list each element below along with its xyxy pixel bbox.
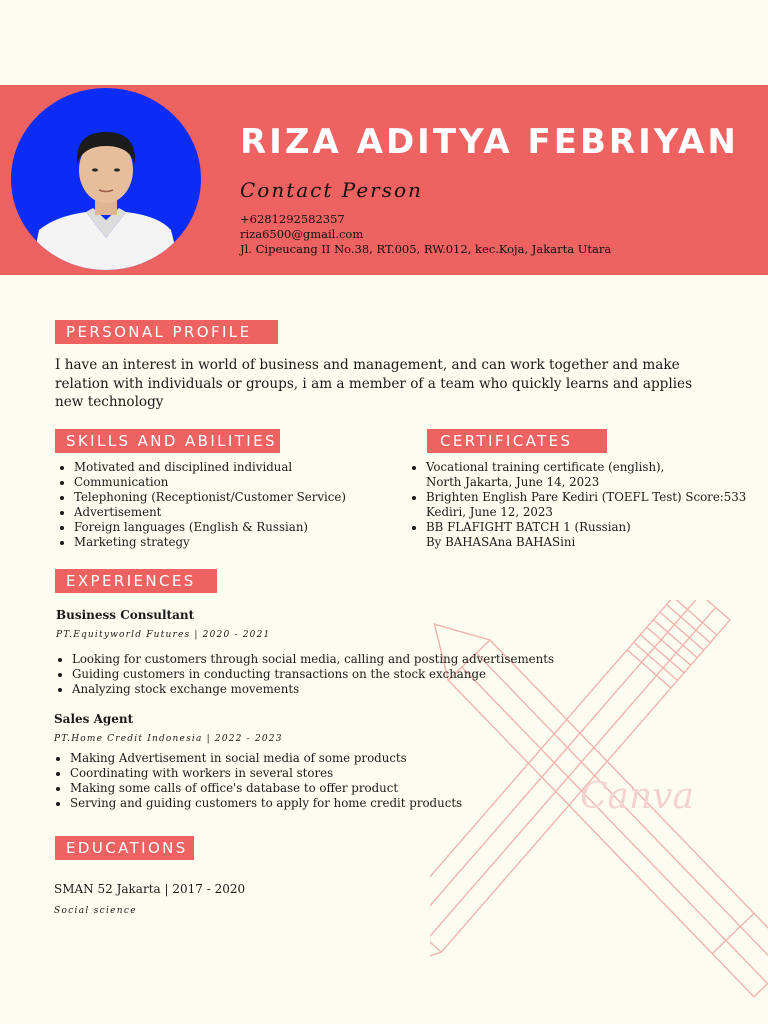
job-duty-item: • Coordinating with workers in several stores xyxy=(70,766,462,781)
certificate-detail: Kediri, June 12, 2023 xyxy=(426,505,553,519)
contact-address: Jl. Cipeucang II No.38, RT.005, RW.012, kec.Koja, Jakarta Utara xyxy=(240,242,612,256)
contact-title: Contact Person xyxy=(240,178,423,202)
contact-phone: +6281292582357 xyxy=(240,212,345,226)
candidate-name: RIZA ADITYA FEBRIYAN xyxy=(240,122,739,162)
certificates-heading: CERTIFICATES xyxy=(427,429,607,453)
job-title: Sales Agent xyxy=(54,712,134,726)
job-duty-item: • Guiding customers in conducting transactions on the stock exchange xyxy=(72,667,554,682)
job-duty-item: • Serving and guiding customers to apply for home credit products xyxy=(70,796,462,811)
contact-details xyxy=(240,212,611,257)
job-duties-list xyxy=(50,751,462,811)
certificate-item xyxy=(426,520,746,550)
job-company-period: PT.Home Credit Indonesia | 2022 - 2023 xyxy=(54,734,283,744)
certificate-item xyxy=(426,460,746,490)
skills-list xyxy=(54,460,346,550)
skill-item: • Foreign languages (English & Russian) xyxy=(74,520,346,535)
job-duties-list xyxy=(52,652,554,697)
job-company-period: PT.Equityworld Futures | 2020 - 2021 xyxy=(56,630,271,640)
skill-item: • Motivated and disciplined individual xyxy=(74,460,346,475)
profile-photo xyxy=(11,88,201,270)
experiences-heading: EXPERIENCES xyxy=(55,569,217,593)
certificate-item xyxy=(426,490,746,520)
watermark-text: Canva xyxy=(580,776,694,817)
certificate-name: Brighten English Pare Kediri (TOEFL Test) Score:533 xyxy=(426,490,747,504)
personal-profile-heading: PERSONAL PROFILE xyxy=(55,320,278,344)
certificate-name: BB FLAFIGHT BATCH 1 (Russian) xyxy=(426,520,631,534)
certificate-detail: North Jakarta, June 14, 2023 xyxy=(426,475,600,489)
education-school: SMAN 52 Jakarta | 2017 - 2020 xyxy=(54,882,246,896)
certificates-list xyxy=(406,460,746,550)
skills-heading: SKILLS AND ABILITIES xyxy=(55,429,280,453)
skill-item: • Marketing strategy xyxy=(74,535,346,550)
educations-heading: EDUCATIONS xyxy=(55,836,194,860)
skill-item: • Advertisement xyxy=(74,505,346,520)
personal-profile-text: I have an interest in world of business and management, and can work together and make relation with individuals or groups, i am a member of a team who quickly learns and applies new technology xyxy=(55,357,693,410)
job-duty-item: • Making some calls of office's database to offer product xyxy=(70,781,462,796)
skill-item: • Communication xyxy=(74,475,346,490)
certificate-detail: By BAHASAna BAHASini xyxy=(426,535,576,549)
job-duty-item: • Analyzing stock exchange movements xyxy=(72,682,554,697)
skill-item: • Telephoning (Receptionist/Customer Service) xyxy=(74,490,346,505)
job-duty-item: • Looking for customers through social media, calling and posting advertisements xyxy=(72,652,554,667)
job-duty-item: • Making Advertisement in social media of some products xyxy=(70,751,462,766)
contact-email: riza6500@gmail.com xyxy=(240,227,364,241)
education-field: Social science xyxy=(54,906,137,916)
job-title: Business Consultant xyxy=(56,608,195,622)
certificate-name: Vocational training certificate (english), xyxy=(426,460,665,474)
person-photo-illustration xyxy=(11,88,201,270)
